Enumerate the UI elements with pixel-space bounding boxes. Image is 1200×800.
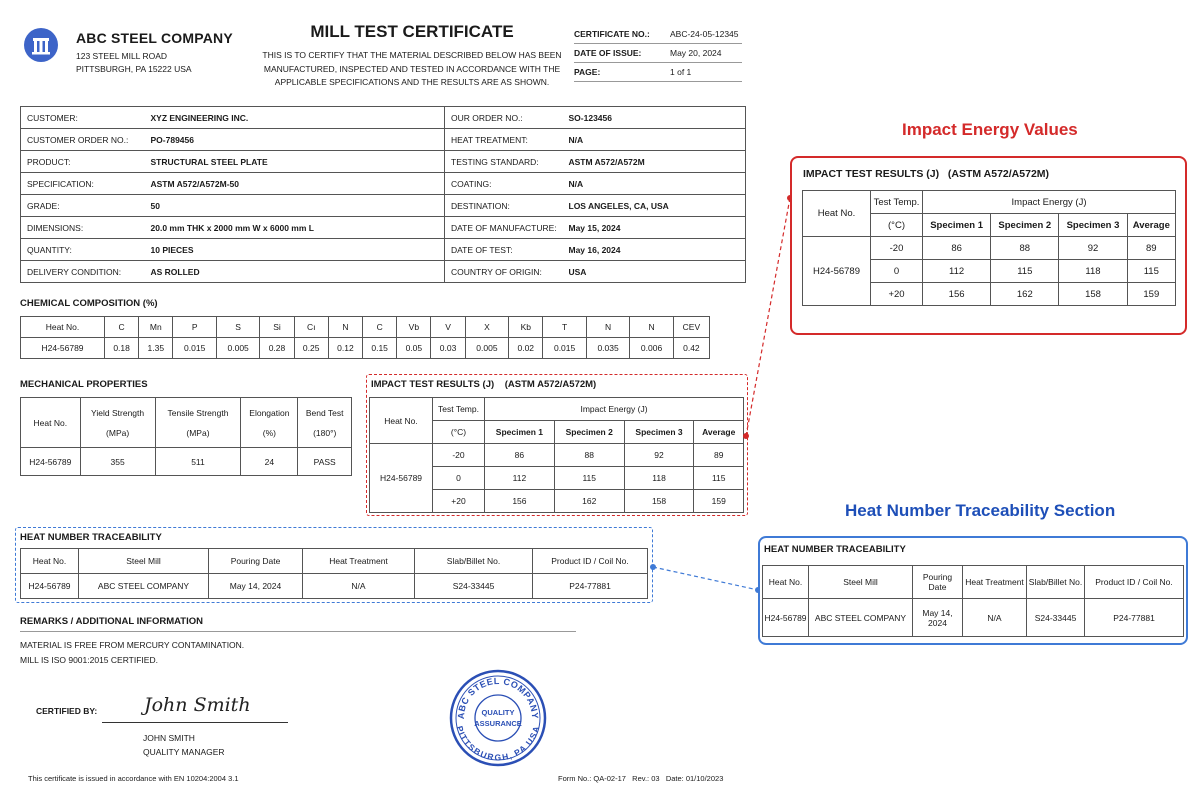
stamp-bottom-text: PITTSBURGH, PA USA [454, 724, 542, 763]
table-cell: 1.35 [139, 338, 173, 359]
column-header: Si [260, 317, 294, 338]
table-cell: H24-56789 [21, 574, 79, 599]
column-header-line1: Tensile Strength [167, 407, 229, 418]
column-header: Average [694, 421, 744, 444]
column-header: Heat No. [21, 317, 105, 338]
impact-value-cell: 86 [923, 237, 991, 260]
column-header: Specimen 2 [554, 421, 624, 444]
table-cell: May 14, 2024 [209, 574, 303, 599]
impact-value-cell: 89 [694, 444, 744, 467]
info-label: COUNTRY OF ORIGIN: [445, 261, 563, 283]
info-value: 10 PIECES [145, 239, 445, 261]
table-cell: 0.42 [673, 338, 709, 359]
column-header: Test Temp. [433, 398, 485, 421]
info-value: N/A [563, 173, 746, 195]
info-value: 20.0 mm THK x 2000 mm W x 6000 mm L [145, 217, 445, 239]
column-header: Slab/Billet No. [1027, 566, 1085, 599]
column-header: CEV [673, 317, 709, 338]
table-cell: 0.015 [543, 338, 586, 359]
issue-date-value: May 20, 2024 [670, 48, 722, 58]
remarks-line1: MATERIAL IS FREE FROM MERCURY CONTAMINATION. [20, 640, 245, 650]
column-header: Specimen 1 [923, 214, 991, 237]
footer-note: This certificate is issued in accordance with EN 10204:2004 3.1 [28, 774, 239, 783]
info-value: SO-123456 [563, 107, 746, 129]
info-value: PO-789456 [145, 129, 445, 151]
table-cell: 0.03 [431, 338, 465, 359]
info-label: DIMENSIONS: [21, 217, 145, 239]
info-value: May 16, 2024 [563, 239, 746, 261]
heat-number-cell: H24-56789 [803, 237, 871, 306]
impact-value-cell: 162 [991, 283, 1059, 306]
signatory-role: QUALITY MANAGER [143, 747, 225, 757]
stamp-top-text: ABC STEEL COMPANY [455, 675, 541, 720]
table-cell: H24-56789 [21, 448, 81, 476]
divider [20, 631, 576, 632]
table-cell: 355 [80, 448, 155, 476]
impact-value-cell: 88 [554, 444, 624, 467]
column-header: S [216, 317, 259, 338]
table-cell: H24-56789 [763, 599, 809, 637]
test-temperature-cell: -20 [433, 444, 485, 467]
info-value: XYZ ENGINEERING INC. [145, 107, 445, 129]
column-header-line1: Yield Strength [91, 407, 145, 418]
column-header: Product ID / Coil No. [533, 549, 648, 574]
column-header: Heat Treatment [963, 566, 1027, 599]
table-cell: PASS [298, 448, 352, 476]
impact-value-cell: 162 [554, 490, 624, 513]
svg-text:PITTSBURGH, PA USA [455, 725, 542, 763]
table-cell: 0.005 [465, 338, 508, 359]
info-label: SPECIFICATION: [21, 173, 145, 195]
traceability-callout-title: Heat Number Traceability Section [845, 501, 1116, 520]
impact-value-cell: 115 [991, 260, 1059, 283]
column-header: X [465, 317, 508, 338]
column-header-line1: Bend Test [305, 407, 344, 418]
quality-assurance-stamp [448, 668, 548, 768]
info-label: CUSTOMER: [21, 107, 145, 129]
impact-value-cell: 118 [1059, 260, 1127, 283]
table-header-row [803, 191, 1176, 214]
info-label: OUR ORDER NO.: [445, 107, 563, 129]
column-header: C [363, 317, 397, 338]
column-header: Specimen 3 [624, 421, 694, 444]
table-cell: 24 [241, 448, 298, 476]
table-cell: P24-77881 [1085, 599, 1184, 637]
remarks-text [20, 638, 576, 668]
column-header: Cı [294, 317, 328, 338]
signature: John Smith [144, 694, 251, 716]
column-header: Average [1127, 214, 1175, 237]
certified-by-label: CERTIFIED BY: [36, 706, 98, 716]
info-value: 50 [145, 195, 445, 217]
table-row [803, 237, 1176, 260]
column-header: N [328, 317, 362, 338]
column-header: V [431, 317, 465, 338]
table-cell: 0.18 [105, 338, 139, 359]
table-cell: S24-33445 [1027, 599, 1085, 637]
column-header: (°C) [871, 214, 923, 237]
heat-number-cell: H24-56789 [370, 444, 433, 513]
column-header: Specimen 2 [991, 214, 1059, 237]
info-label: HEAT TREATMENT: [445, 129, 563, 151]
impact-standard: (ASTM A572/A572M) [504, 379, 597, 390]
impact-value-cell: 92 [624, 444, 694, 467]
remarks-section [20, 616, 576, 668]
info-label: DATE OF MANUFACTURE: [445, 217, 563, 239]
impact-zoom-panel [790, 156, 1187, 335]
column-header: Heat No. [763, 566, 809, 599]
column-header: Steel Mill [809, 566, 913, 599]
table-cell: P24-77881 [533, 574, 648, 599]
table-cell: H24-56789 [21, 338, 105, 359]
impact-value-cell: 88 [991, 237, 1059, 260]
table-header-row [763, 566, 1184, 599]
impact-zoom-body [803, 191, 1176, 306]
table-cell: S24-33445 [415, 574, 533, 599]
table-cell: ABC STEEL COMPANY [79, 574, 209, 599]
column-header-line1: Heat No. [33, 417, 68, 428]
info-value: AS ROLLED [145, 261, 445, 283]
column-header-line2: (MPa) [106, 427, 130, 438]
info-value: May 15, 2024 [563, 217, 746, 239]
info-label: DELIVERY CONDITION: [21, 261, 145, 283]
info-label: QUANTITY: [21, 239, 145, 261]
stamp-center-line2: ASSURANCE [474, 719, 522, 728]
impact-value-cell: 112 [923, 260, 991, 283]
traceability-connector-dot [650, 564, 656, 570]
stamp-center-line1: QUALITY [481, 708, 515, 717]
column-header: Test Temp. [871, 191, 923, 214]
column-header: Heat No. [370, 398, 433, 444]
remarks-title: REMARKS / ADDITIONAL INFORMATION [20, 616, 203, 627]
traceability-zoom-body [763, 566, 1184, 637]
column-header-line1: Elongation [249, 407, 290, 418]
signatory-name: JOHN SMITH [143, 733, 195, 743]
document-title: MILL TEST CERTIFICATE [310, 22, 514, 41]
column-header: Vb [397, 317, 431, 338]
column-header: Heat No. [803, 191, 871, 237]
impact-value-cell: 159 [1127, 283, 1175, 306]
test-temperature-cell: 0 [871, 260, 923, 283]
column-header: Specimen 1 [485, 421, 555, 444]
traceability-zoom-title: HEAT NUMBER TRACEABILITY [764, 544, 906, 555]
certificate-number-label: CERTIFICATE NO.: [574, 29, 650, 39]
info-label: TESTING STANDARD: [445, 151, 563, 173]
table-cell: 0.05 [397, 338, 431, 359]
signatory [143, 731, 225, 759]
table-cell: 0.28 [260, 338, 294, 359]
footer-form: Form No.: QA-02-17 Rev.: 03 Date: 01/10/2023 [558, 774, 724, 783]
impact-callout-title: Impact Energy Values [902, 120, 1078, 139]
traceability-zoom-table [762, 565, 1184, 637]
column-header: Specimen 3 [1059, 214, 1127, 237]
signature-line [102, 722, 288, 723]
table-cell: 511 [155, 448, 241, 476]
column-header: Mn [139, 317, 173, 338]
traceability-section-title: HEAT NUMBER TRACEABILITY [20, 532, 162, 543]
column-header: Impact Energy (J) [923, 191, 1176, 214]
column-header-line2: (180°) [313, 427, 337, 438]
column-header: Kb [509, 317, 543, 338]
remarks-line2: MILL IS ISO 9001:2015 CERTIFIED. [20, 655, 158, 665]
column-header: Heat Treatment [303, 549, 415, 574]
company-name: ABC STEEL COMPANY [76, 30, 233, 46]
chemical-section-title: CHEMICAL COMPOSITION (%) [20, 298, 158, 309]
impact-value-cell: 158 [624, 490, 694, 513]
info-value: ASTM A572/A572M-50 [145, 173, 445, 195]
column-header: Steel Mill [79, 549, 209, 574]
impact-connector-dot [743, 433, 749, 439]
table-cell: 0.035 [586, 338, 629, 359]
impact-value-cell: 159 [694, 490, 744, 513]
impact-zoom-table [802, 190, 1176, 306]
page-label: PAGE: [574, 67, 601, 77]
table-cell: 0.005 [216, 338, 259, 359]
test-temperature-cell: +20 [871, 283, 923, 306]
impact-value-cell: 115 [1127, 260, 1175, 283]
impact-value-cell: 86 [485, 444, 555, 467]
company-address-line2: PITTSBURGH, PA 15222 USA [76, 64, 192, 74]
info-value: STRUCTURAL STEEL PLATE [145, 151, 445, 173]
document-intro: THIS IS TO CERTIFY THAT THE MATERIAL DESCRIBED BELOW HAS BEEN MANUFACTURED, INSPECTED AND TESTED IN ACCORDANCE WITH THE APPLICABLE SPECIFICATIONS AND THE RESULTS ARE AS SHOWN. [262, 50, 562, 87]
column-header: T [543, 317, 586, 338]
column-header: C [105, 317, 139, 338]
test-temperature-cell: 0 [433, 467, 485, 490]
info-value: LOS ANGELES, CA, USA [563, 195, 746, 217]
impact-value-cell: 118 [624, 467, 694, 490]
test-temperature-cell: -20 [871, 237, 923, 260]
impact-value-cell: 92 [1059, 237, 1127, 260]
info-value: N/A [563, 129, 746, 151]
impact-value-cell: 156 [485, 490, 555, 513]
impact-title: IMPACT TEST RESULTS (J) [371, 379, 495, 390]
column-header: Heat No. [21, 549, 79, 574]
company-address-line1: 123 STEEL MILL ROAD [76, 51, 168, 61]
column-header-line2: (%) [262, 427, 276, 438]
column-header: Pouring Date [913, 566, 963, 599]
table-cell: 0.015 [173, 338, 216, 359]
column-header: Product ID / Coil No. [1085, 566, 1184, 599]
impact-value-cell: 115 [554, 467, 624, 490]
impact-value-cell: 156 [923, 283, 991, 306]
column-header: N [630, 317, 673, 338]
impact-value-cell: 112 [485, 467, 555, 490]
info-label: CUSTOMER ORDER NO.: [21, 129, 145, 151]
column-header: (°C) [433, 421, 485, 444]
table-cell: N/A [963, 599, 1027, 637]
info-label: PRODUCT: [21, 151, 145, 173]
impact-value-cell: 89 [1127, 237, 1175, 260]
impact-zoom-standard: (ASTM A572/A572M) [947, 168, 1050, 180]
table-cell: 0.15 [363, 338, 397, 359]
table-cell: 0.25 [294, 338, 328, 359]
page-value: 1 of 1 [670, 67, 692, 77]
table-cell: ABC STEEL COMPANY [809, 599, 913, 637]
issue-date-label: DATE OF ISSUE: [574, 48, 642, 58]
column-header: P [173, 317, 216, 338]
impact-value-cell: 115 [694, 467, 744, 490]
info-value: ASTM A572/A572M [563, 151, 746, 173]
column-header: Slab/Billet No. [415, 549, 533, 574]
traceability-connector-line [653, 567, 758, 590]
test-temperature-cell: +20 [433, 490, 485, 513]
column-header-line2: (MPa) [186, 427, 210, 438]
info-label: DATE OF TEST: [445, 239, 563, 261]
table-cell: 0.006 [630, 338, 673, 359]
impact-value-cell: 158 [1059, 283, 1127, 306]
table-cell: 0.12 [328, 338, 362, 359]
impact-zoom-title [803, 168, 1049, 180]
column-header: Pouring Date [209, 549, 303, 574]
info-value: USA [563, 261, 746, 283]
info-label: COATING: [445, 173, 563, 195]
info-label: DESTINATION: [445, 195, 563, 217]
column-header: Impact Energy (J) [485, 398, 744, 421]
info-label: GRADE: [21, 195, 145, 217]
traceability-zoom-panel [758, 536, 1188, 645]
table-cell: 0.02 [509, 338, 543, 359]
column-header: N [586, 317, 629, 338]
certificate-number-value: ABC-24-05-12345 [670, 29, 739, 39]
mechanical-section-title: MECHANICAL PROPERTIES [20, 379, 148, 390]
impact-zoom-title-text: IMPACT TEST RESULTS (J) [803, 168, 940, 180]
impact-connector-line [746, 198, 790, 436]
table-cell: May 14, 2024 [913, 599, 963, 637]
table-row [763, 599, 1184, 637]
table-cell: N/A [303, 574, 415, 599]
